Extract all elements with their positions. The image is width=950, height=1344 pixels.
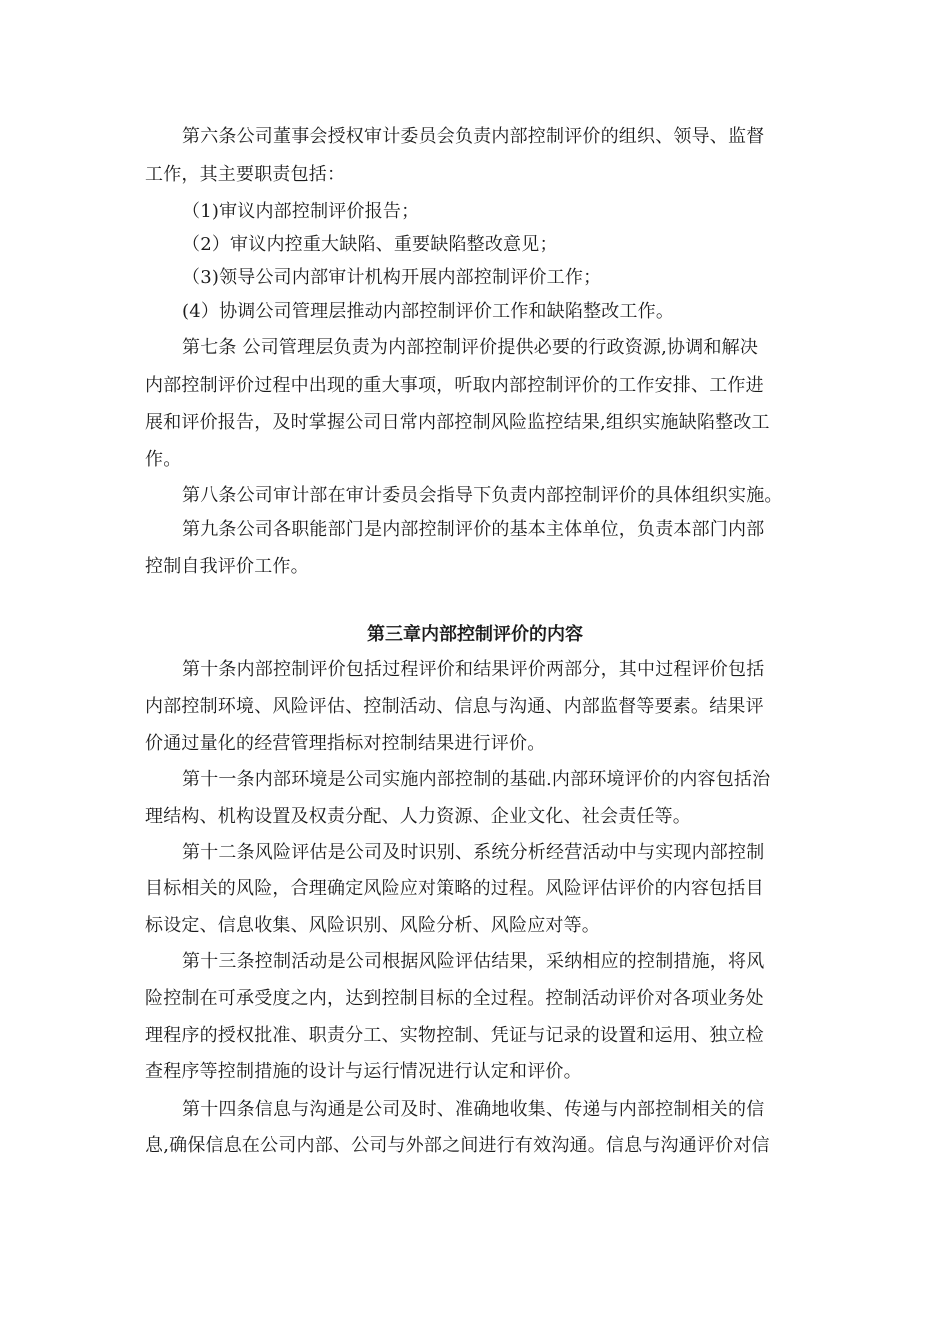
article-9-line-1: 第九条公司各职能部门是内部控制评价的基本主体单位，负责本部门内部 bbox=[182, 519, 765, 540]
article-6-line-2: 工作，其主要职责包括： bbox=[145, 164, 346, 185]
article-11-line-2: 理结构、机构设置及权责分配、人力资源、企业文化、社会责任等。 bbox=[145, 806, 691, 827]
article-12-line-2: 目标相关的风险，合理确定风险应对策略的过程。风险评估评价的内容包括目 bbox=[145, 878, 764, 899]
article-8-line-1: 第八条公司审计部在审计委员会指导下负责内部控制评价的具体组织实施。 bbox=[182, 485, 783, 506]
article-7-line-2: 内部控制评价过程中出现的重大事项，听取内部控制评价的工作安排、工作进 bbox=[145, 375, 764, 396]
article-14-line-1: 第十四条信息与沟通是公司及时、准确地收集、传递与内部控制相关的信 bbox=[182, 1099, 765, 1120]
chapter-3-heading: 第三章内部控制评价的内容 bbox=[367, 624, 583, 645]
article-7-line-4: 作。 bbox=[145, 449, 182, 470]
article-12-line-1: 第十二条风险评估是公司及时识别、系统分析经营活动中与实现内部控制 bbox=[182, 842, 765, 863]
list-item-4: (4）协调公司管理层推动内部控制评价工作和缺陷整改工作。 bbox=[182, 301, 675, 322]
list-item-2: （2）审议内控重大缺陷、重要缺陷整改意见； bbox=[182, 234, 558, 255]
article-10-line-3: 价通过量化的经营管理指标对控制结果进行评价。 bbox=[145, 733, 546, 754]
article-11-line-1: 第十一条内部环境是公司实施内部控制的基础.内部环境评价的内容包括治 bbox=[182, 769, 771, 790]
article-13-line-1: 第十三条控制活动是公司根据风险评估结果，采纳相应的控制措施，将风 bbox=[182, 951, 765, 972]
article-13-line-3: 理程序的授权批准、职责分工、实物控制、凭证与记录的设置和运用、独立检 bbox=[145, 1025, 764, 1046]
article-12-line-3: 标设定、信息收集、风险识别、风险分析、风险应对等。 bbox=[145, 915, 600, 936]
article-7-line-1: 第七条 公司管理层负责为内部控制评价提供必要的行政资源,协调和解决 bbox=[182, 337, 759, 358]
article-6-line-1: 第六条公司董事会授权审计委员会负责内部控制评价的组织、领导、监督 bbox=[182, 126, 765, 147]
list-item-3: （3)领导公司内部审计机构开展内部控制评价工作； bbox=[182, 267, 602, 288]
article-13-line-4: 查程序等控制措施的设计与运行情况进行认定和评价。 bbox=[145, 1061, 582, 1082]
article-10-line-1: 第十条内部控制评价包括过程评价和结果评价两部分，其中过程评价包括 bbox=[182, 659, 765, 680]
article-9-line-2: 控制自我评价工作。 bbox=[145, 556, 309, 577]
article-10-line-2: 内部控制环境、风险评估、控制活动、信息与沟通、内部监督等要素。结果评 bbox=[145, 696, 764, 717]
article-7-line-3: 展和评价报告，及时掌握公司日常内部控制风险监控结果,组织实施缺陷整改工 bbox=[145, 412, 770, 433]
list-item-1: （1)审议内部控制评价报告； bbox=[182, 201, 420, 222]
article-14-line-2: 息,确保信息在公司内部、公司与外部之间进行有效沟通。信息与沟通评价对信 bbox=[145, 1135, 770, 1156]
article-13-line-2: 险控制在可承受度之内，达到控制目标的全过程。控制活动评价对各项业务处 bbox=[145, 988, 764, 1009]
